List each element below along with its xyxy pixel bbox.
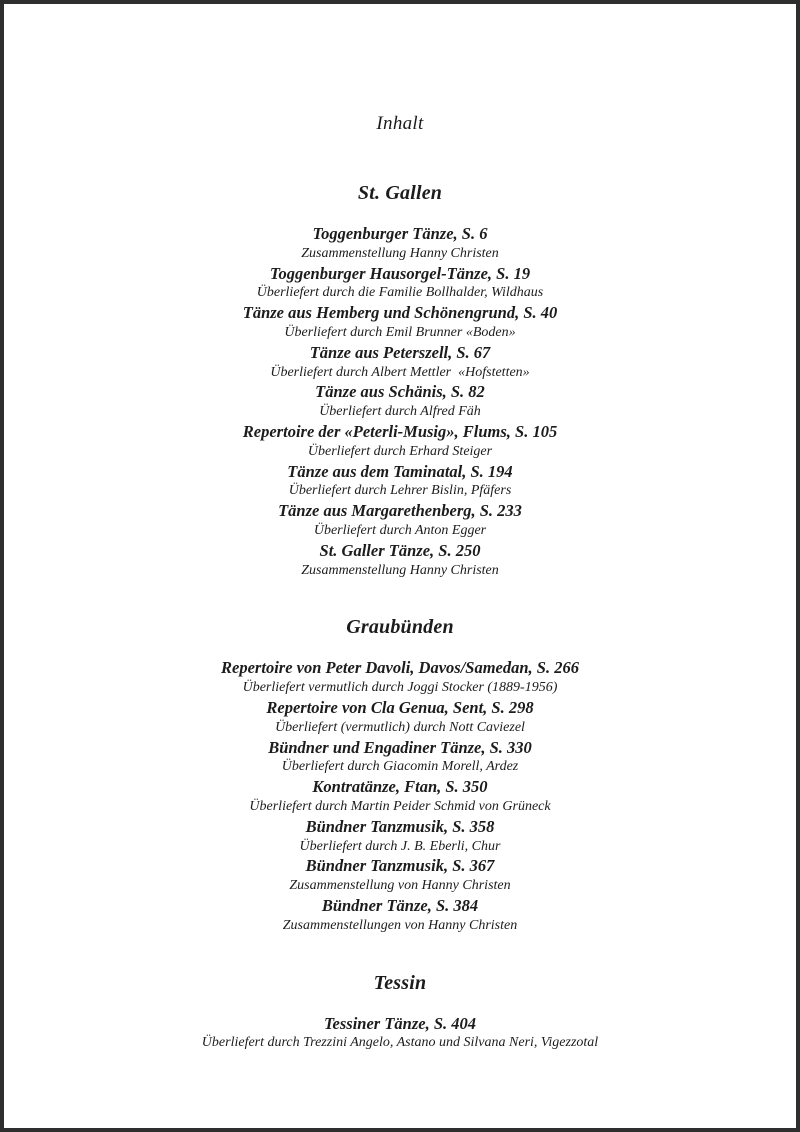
toc-section-st-gallen [4, 180, 796, 580]
entry-title: Bündner Tänze, S. 384 [321, 895, 479, 915]
entry-subtitle: Überliefert durch Alfred Fäh [319, 404, 481, 420]
section-heading: St. Gallen [357, 182, 443, 204]
entry-title: Bündner Tanzmusik, S. 367 [305, 856, 495, 876]
entry-subtitle: Überliefert durch Giacomin Morell, Ardez [281, 759, 519, 775]
toc-section-graubunden [4, 614, 796, 935]
entry-subtitle: Überliefert vermutlich durch Joggi Stocker (1889-1956) [242, 680, 558, 696]
section-entries [80, 1014, 720, 1054]
section-entries [80, 224, 720, 580]
toc-section-tessin [4, 970, 796, 1054]
entry-title: Repertoire von Peter Davoli, Davos/Samedan, S. 266 [221, 658, 579, 678]
page-title: Inhalt [376, 113, 424, 134]
entry-title: Tänze aus dem Taminatal, S. 194 [287, 461, 513, 481]
section-heading: Graubünden [346, 616, 454, 639]
entry-title: Toggenburger Hausorgel-Tänze, S. 19 [269, 263, 531, 283]
entry-title: Repertoire der «Peterli-Musig», Flums, S. 105 [242, 421, 558, 441]
entry-subtitle: Überliefert durch Trezzini Angelo, Astano und Silvana Neri, Vigezzotal [201, 1035, 599, 1051]
entry-title: Tänze aus Hemberg und Schönengrund, S. 40 [242, 303, 558, 323]
entry-subtitle: Überliefert durch J. B. Eberli, Chur [299, 838, 501, 854]
entry-subtitle: Überliefert (vermutlich) durch Nott Caviezel [275, 719, 525, 735]
toc-sections [4, 180, 796, 1053]
entry-subtitle: Überliefert durch Anton Egger [313, 522, 487, 538]
entry-title: Tänze aus Margarethenberg, S. 233 [278, 501, 522, 521]
entry-subtitle: Überliefert durch Martin Peider Schmid von Grüneck [249, 798, 551, 814]
entry-subtitle: Überliefert durch Emil Brunner «Boden» [284, 324, 516, 340]
table-of-contents [4, 4, 796, 1053]
entry-subtitle: Überliefert durch Albert Mettler «Hofstetten» [270, 364, 530, 380]
entry-title: Repertoire von Cla Genua, Sent, S. 298 [266, 697, 534, 717]
entry-subtitle: Überliefert durch Lehrer Bislin, Pfäfers [288, 483, 512, 499]
section-entries [80, 658, 720, 935]
entry-title: Toggenburger Tänze, S. 6 [312, 224, 488, 243]
entry-title: Bündner und Engadiner Tänze, S. 330 [268, 737, 532, 757]
entry-title: Kontratänze, Ftan, S. 350 [312, 777, 488, 797]
entry-title: Tänze aus Schänis, S. 82 [315, 382, 485, 402]
entry-subtitle: Überliefert durch Erhard Steiger [307, 443, 493, 459]
entry-title: Tessiner Tänze, S. 404 [323, 1013, 477, 1033]
section-heading: Tessin [373, 971, 427, 994]
entry-title: Tänze aus Peterszell, S. 67 [309, 342, 491, 362]
entry-title: Bündner Tanzmusik, S. 358 [305, 816, 495, 836]
entry-subtitle: Zusammenstellungen von Hanny Christen [282, 917, 518, 933]
entry-subtitle: Zusammenstellung Hanny Christen [301, 562, 499, 578]
entry-subtitle: Überliefert durch die Familie Bollhalder, Wildhaus [256, 285, 544, 301]
entry-subtitle: Zusammenstellung Hanny Christen [301, 245, 499, 261]
entry-title: St. Galler Tänze, S. 250 [319, 540, 481, 560]
entry-subtitle: Zusammenstellung von Hanny Christen [289, 878, 511, 894]
